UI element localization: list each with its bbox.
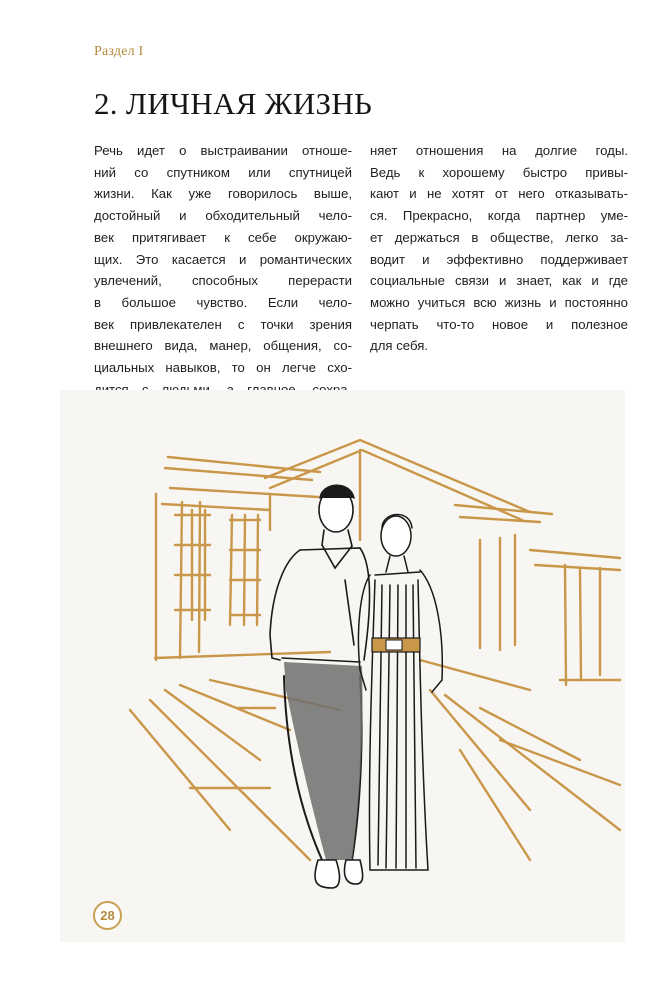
text-line: водит и эффективно поддерживает <box>370 251 628 267</box>
couple-illustration <box>60 390 625 942</box>
section-label: Раздел I <box>94 44 144 59</box>
body-text-right-column <box>370 140 628 357</box>
text-line: Речь идет о выстраивании отноше- <box>94 143 352 158</box>
text-line: кают и не хотят от него отказывать- <box>370 186 628 202</box>
text-line: циальных навыков, то он легче схо- <box>94 360 352 376</box>
text-line: социальные связи и знает, как и где <box>370 273 628 289</box>
man-trousers <box>284 662 363 860</box>
text-line: Ведь к хорошему быстро привы- <box>370 164 628 180</box>
woman-figure <box>358 514 442 870</box>
text-line: для себя. <box>370 338 429 354</box>
text-line: достойный и обходительный чело- <box>94 208 352 224</box>
text-line: щих. Это касается и романтических <box>94 251 352 267</box>
text-line: ет держаться в обществе, легко за- <box>370 229 628 245</box>
text-line: няет отношения на долгие годы. <box>370 143 628 158</box>
text-line: жизни. Как уже говорилось выше, <box>94 186 352 202</box>
text-line: внешнего вида, манер, общения, со- <box>94 338 352 354</box>
text-line: век притягивает к себе окружаю- <box>94 229 352 245</box>
chapter-title: 2. ЛИЧНАЯ ЖИЗНЬ <box>94 86 373 121</box>
text-line: ний со спутником или спутницей <box>94 164 352 180</box>
text-line: черпать что-то новое и полезное <box>370 316 628 332</box>
text-line: можно учиться всю жизнь и постоянно <box>370 294 628 310</box>
text-line: век привлекателен с точки зрения <box>94 316 352 332</box>
text-line: увлечений, способных перерасти <box>94 273 352 289</box>
text-line: ся. Прекрасно, когда партнер уме- <box>370 208 628 224</box>
body-text-left-column <box>94 140 352 400</box>
text-line: в большое чувство. Если чело- <box>94 294 352 310</box>
page-number: 28 <box>93 901 122 930</box>
